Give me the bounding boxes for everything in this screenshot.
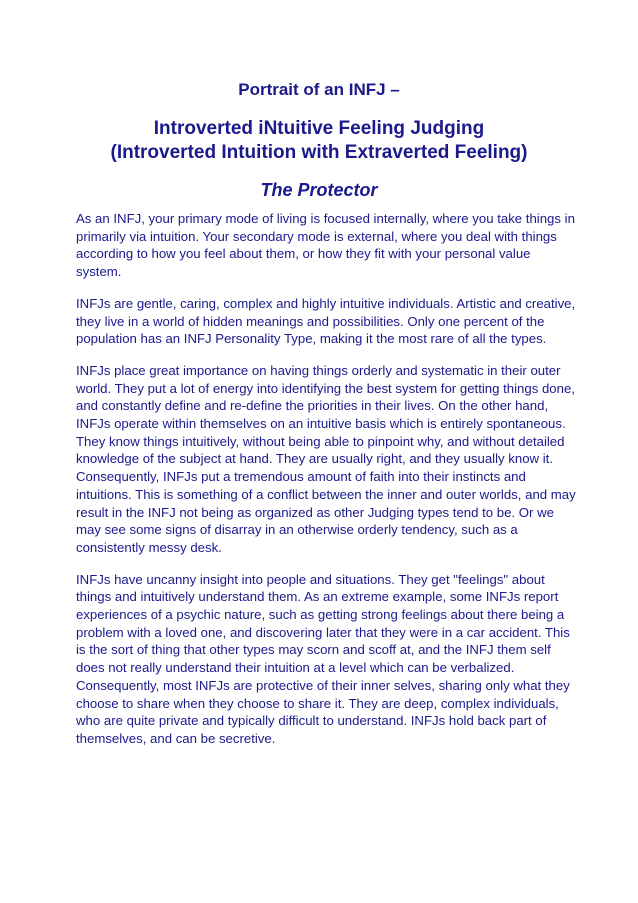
- subtitle: The Protector: [260, 180, 378, 200]
- paragraph: INFJs place great importance on having things orderly and systematic in their outer world. They put a lot of energy into identifying the best system for getting things done, and constantly define and re-define the priorities in their lives. On the other hand, INFJs operate within themselves on an intuitive basis which is entirely spontaneous. They know things intuitively, without being able to pinpoint why, and without detailed knowledge of the subject at hand. They are usually right, and they usually know it. Consequently, INFJs put a tremendous amount of faith into their instincts and intuitions. This is something of a conflict between the inner and outer worlds, and may result in the INFJ not being as organized as other Judging types tend to be. Or we may see some signs of disarray in an otherwise orderly tendency, such as a consistently messy desk.: [76, 362, 576, 555]
- title-line-1: Portrait of an INFJ –: [238, 80, 400, 99]
- title-line-3: (Introverted Intuition with Extraverted Feeling): [110, 142, 528, 163]
- title-line-2: Introverted iNtuitive Feeling Judging: [153, 118, 485, 139]
- paragraph: As an INFJ, your primary mode of living is focused internally, where you take things in primarily via intuition. Your secondary mode is external, where you deal with things according to how you feel about them, or how they fit with your personal value system.: [76, 211, 575, 280]
- paragraph: INFJs are gentle, caring, complex and highly intuitive individuals. Artistic and creative, they live in a world of hidden meanings and possibilities. Only one percent of the population has an INFJ Personality Type, making it the most rare of all the types.: [76, 295, 576, 347]
- paragraph: INFJs have uncanny insight into people and situations. They get "feelings" about things and intuitively understand them. As an extreme example, some INFJs report experiences of a psychic nature, such as getting strong feelings about there being a problem with a loved one, and discovering later that they were in a car accident. This is the sort of thing that other types may scorn and scoff at, and the INFJ them self does not really understand their intuition at a level which can be verbalized. Consequently, most INFJs are protective of their inner selves, sharing only what they choose to share when they choose to share it. They are deep, complex individuals, who are quite private and typically difficult to understand. INFJs hold back part of themselves, and can be secretive.: [76, 571, 570, 746]
- body-text: [76, 210, 576, 762]
